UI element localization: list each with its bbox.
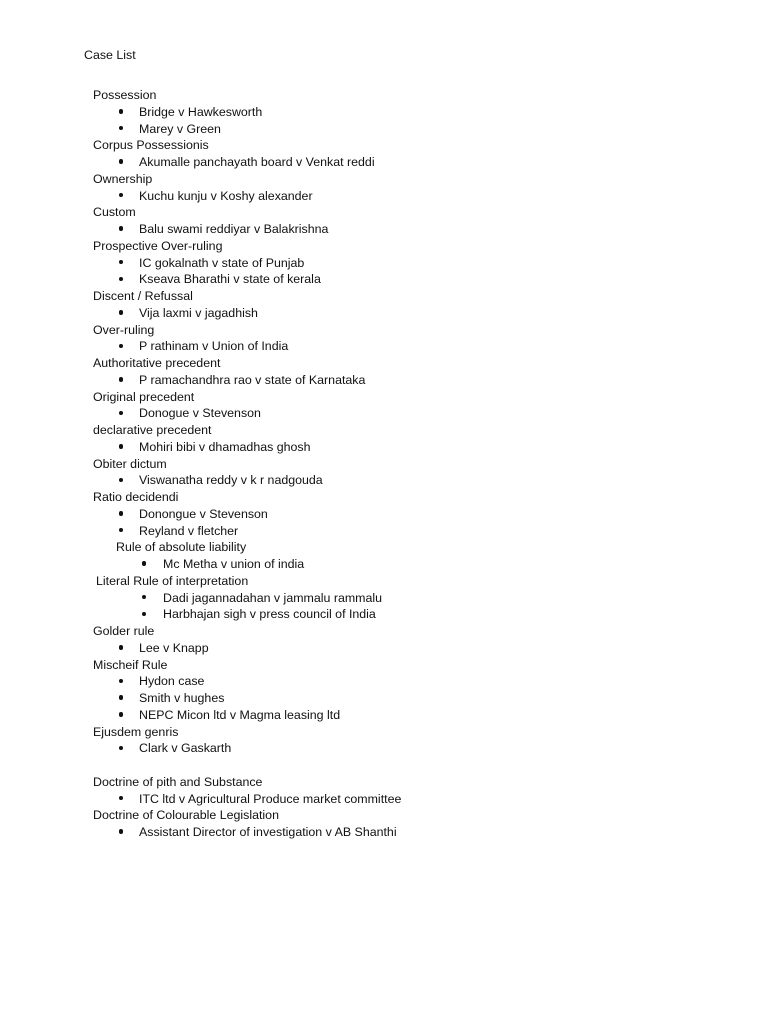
case-name: Donongue v Stevenson: [139, 506, 268, 521]
case-name: Reyland v fletcher: [139, 523, 239, 538]
case-name: Akumalle panchayath board v Venkat reddi: [139, 155, 375, 169]
section-heading-row: [0, 288, 768, 305]
section-heading-row: [0, 389, 768, 406]
section-heading-row: [0, 355, 768, 372]
case-name: NEPC Micon ltd v Magma leasing ltd: [139, 707, 341, 722]
case-name: Clark v Gaskarth: [139, 741, 232, 756]
case-name: Hydon case: [139, 674, 205, 689]
case-list-item: [0, 690, 768, 707]
case-list-item: [0, 506, 768, 523]
section-heading: Mischeif Rule: [93, 657, 168, 672]
case-list-item: [0, 556, 768, 573]
section-heading: Over-ruling: [93, 322, 155, 337]
section-heading: Doctrine of Colourable Legislation: [93, 808, 279, 823]
case-list-item: [0, 791, 768, 808]
bullet-icon: [116, 221, 126, 238]
bullet-icon: [116, 707, 126, 724]
section-heading: Original precedent: [93, 389, 195, 404]
section-heading: Rule of absolute liability: [116, 540, 247, 555]
case-name: Dadi jagannadahan v jammalu rammalu: [163, 590, 383, 605]
case-list-item: [0, 405, 768, 422]
section-heading: Doctrine of pith and Substance: [93, 774, 263, 789]
case-list-item: [0, 707, 768, 724]
case-name: Marey v Green: [139, 121, 221, 136]
section-heading: Possession: [93, 88, 157, 102]
bullet-icon: [116, 305, 126, 322]
case-name: Kuchu kunju v Koshy alexander: [139, 188, 313, 203]
case-list-item: [0, 590, 768, 607]
case-name: Assistant Director of investigation v AB Shanthi: [139, 825, 397, 839]
section-heading-row: [0, 422, 768, 439]
case-list-item: [0, 271, 768, 288]
section-heading: Authoritative precedent: [93, 356, 221, 370]
case-list-item: [0, 104, 768, 121]
case-list-item: [0, 606, 768, 623]
case-name: Vija laxmi v jagadhish: [139, 305, 258, 320]
case-name: Lee v Knapp: [139, 640, 209, 655]
case-name: Smith v hughes: [139, 691, 225, 705]
case-list-item: [0, 121, 768, 138]
section-heading: Custom: [93, 205, 136, 220]
bullet-icon: [116, 673, 126, 690]
bullet-icon: [116, 271, 126, 288]
case-list-item: [0, 255, 768, 272]
case-list-item: [0, 740, 768, 757]
section-heading-row: [0, 238, 768, 255]
section-heading-row: [0, 204, 768, 221]
case-name: IC gokalnath v state of Punjab: [139, 255, 305, 270]
case-name: P rathinam v Union of India: [139, 339, 289, 354]
section-heading-row: [0, 489, 768, 506]
section-heading-row: [0, 807, 768, 824]
case-list-item: [0, 154, 768, 171]
section-heading: Golder rule: [93, 624, 155, 638]
bullet-icon: [116, 338, 126, 355]
section-heading: Corpus Possessionis: [93, 138, 209, 153]
section-heading-row: [0, 456, 768, 473]
section-heading: Ejusdem genris: [93, 724, 179, 739]
bullet-icon: [116, 255, 126, 272]
bullet-icon: [116, 472, 126, 489]
blank-line: [0, 757, 768, 774]
section-heading-row: [0, 322, 768, 339]
case-name: Viswanatha reddy v k r nadgouda: [139, 473, 323, 488]
section-heading: declarative precedent: [93, 423, 212, 437]
case-name: Mohiri bibi v dhamadhas ghosh: [139, 439, 311, 454]
bullet-icon: [116, 640, 126, 657]
section-heading-row: [0, 573, 768, 590]
case-name: Balu swami reddiyar v Balakrishna: [139, 222, 329, 236]
case-name: Donogue v Stevenson: [139, 406, 261, 421]
case-list-item: [0, 673, 768, 690]
case-name: Harbhajan sigh v press council of India: [163, 607, 376, 622]
section-heading-row: [0, 137, 768, 154]
bullet-icon: [116, 690, 126, 707]
section-heading: Ratio decidendi: [93, 490, 179, 504]
bullet-icon: [116, 104, 126, 121]
section-heading: Obiter dictum: [93, 456, 167, 471]
bullet-icon: [116, 506, 126, 523]
case-list-item: [0, 640, 768, 657]
case-list-item: [0, 221, 768, 238]
section-heading: Prospective Over-ruling: [93, 238, 223, 253]
case-list-item: [0, 305, 768, 322]
case-list-item: [0, 372, 768, 389]
bullet-icon: [116, 154, 126, 171]
section-heading-row: [0, 623, 768, 640]
bullet-icon: [116, 121, 126, 138]
bullet-icon: [116, 791, 126, 808]
section-heading: Literal Rule of interpretation: [96, 573, 249, 588]
section-heading: Ownership: [93, 171, 153, 186]
case-list-item: [0, 523, 768, 540]
case-name: P ramachandhra rao v state of Karnataka: [139, 372, 366, 387]
bullet-icon: [116, 439, 126, 456]
case-list-item: [0, 472, 768, 489]
case-list: [0, 87, 768, 841]
case-name: ITC ltd v Agricultural Produce market committee: [139, 791, 402, 806]
bullet-icon: [116, 188, 126, 205]
case-list-item: [0, 338, 768, 355]
section-heading-row: [0, 774, 768, 791]
section-heading: Discent / Refussal: [93, 289, 193, 303]
bullet-icon: [116, 824, 126, 841]
case-list-item: [0, 188, 768, 205]
section-heading-row: [0, 539, 768, 556]
bullet-icon: [116, 405, 126, 422]
document-title: Case List: [84, 48, 136, 62]
case-name: Mc Metha v union of india: [163, 557, 305, 571]
bullet-icon: [116, 740, 126, 757]
case-list-item: [0, 439, 768, 456]
section-heading-row: [0, 657, 768, 674]
bullet-icon: [116, 372, 126, 389]
section-heading-row: [0, 87, 768, 104]
case-name: Bridge v Hawkesworth: [139, 104, 263, 119]
case-name: Kseava Bharathi v state of kerala: [139, 272, 321, 287]
bullet-icon: [116, 523, 126, 540]
bullet-icon: [139, 590, 149, 607]
bullet-icon: [139, 556, 149, 573]
section-heading-row: [0, 724, 768, 741]
case-list-item: [0, 824, 768, 841]
bullet-icon: [139, 606, 149, 623]
section-heading-row: [0, 171, 768, 188]
